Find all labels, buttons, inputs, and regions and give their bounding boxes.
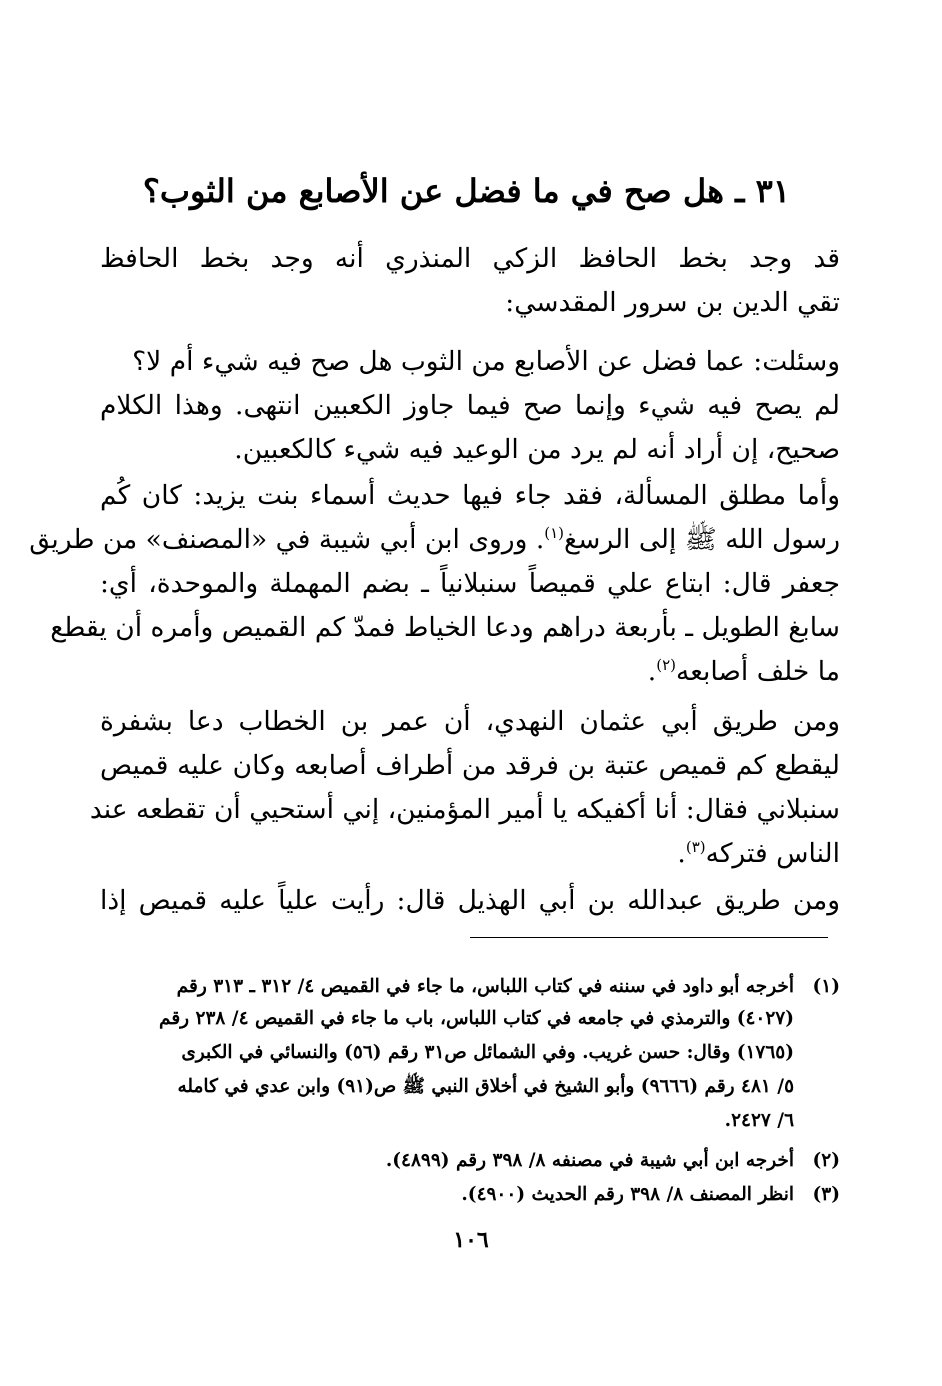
page-number: ١٠٦	[453, 1227, 489, 1253]
body-line: لم يصح فيه شيء وإنما صح فيما جاوز الكعبين انتهى. وهذا الكلام	[100, 390, 840, 421]
body-line: ومن طريق عبدالله بن أبي الهذيل قال: رأيت علياً عليه قميص إذا	[100, 885, 840, 916]
body-line: جعفر قال: ابتاع علي قميصاً سنبلانياً ـ بضم المهملة والموحدة، أي:	[100, 568, 840, 599]
footnote-line: ٦/ ٢٤٢٧.	[724, 1110, 794, 1131]
body-text: رسول الله ﷺ إلى الرسغ	[564, 524, 840, 555]
section-title: ٣١ ـ هل صح في ما فضل عن الأصابع من الثوب؟	[142, 172, 790, 210]
body-line: قد وجد بخط الحافظ الزكي المنذري أنه وجد بخط الحافظ	[100, 243, 840, 274]
footnote-line: ٥/ ٤٨١ رقم (٩٦٦٦) وأبو الشيخ في أخلاق النبي ﷺ ص(٩١) وابن عدي في كامله	[177, 1076, 794, 1097]
footnote-ref[interactable]: (٣)	[685, 838, 706, 857]
body-text: .	[677, 838, 686, 869]
footnote-line: (٤٠٢٧) والترمذي في جامعه في كتاب اللباس، باب ما جاء في القميص ٤/ ٢٣٨ رقم	[159, 1008, 794, 1029]
footnote-text: أخرجه أبو داود في سننه في كتاب اللباس، ما جاء في القميص ٤/ ٣١٢ ـ ٣١٣ رقم	[176, 976, 794, 997]
footnote-number: (٢)	[812, 1150, 840, 1171]
footnote-3	[100, 1180, 840, 1210]
body-line: صحيح، إن أراد أنه لم يرد من الوعيد فيه شيء كالكعبين.	[234, 434, 840, 465]
body-text: . وروى ابن أبي شيبة في «المصنف» من طريق	[29, 524, 545, 555]
footnote-separator	[470, 937, 828, 938]
body-line	[100, 832, 840, 876]
footnote-number: (١)	[812, 976, 840, 997]
body-text: الناس فتركه	[705, 838, 840, 869]
body-line: وأما مطلق المسألة، فقد جاء فيها حديث أسماء بنت يزيد: كان كُم	[100, 480, 840, 511]
footnote-text: انظر المصنف ٨/ ٣٩٨ رقم الحديث (٤٩٠٠).	[461, 1184, 794, 1205]
footnote-text: أخرجه ابن أبي شيبة في مصنفه ٨/ ٣٩٨ رقم (٤٨٩٩).	[385, 1150, 794, 1171]
body-line: سنبلاني فقال: أنا أكفيكه يا أمير المؤمنين، إني أستحيي أن تقطعه عند	[89, 794, 840, 825]
footnote-ref[interactable]: (١)	[544, 524, 565, 543]
footnote-2	[100, 1146, 840, 1176]
body-line: ليقطع كم قميص عتبة بن فرقد من أطراف أصابعه وكان عليه قميص	[100, 750, 840, 781]
footnote-ref[interactable]: (٢)	[656, 656, 676, 675]
body-line: ومن طريق أبي عثمان النهدي، أن عمر بن الخطاب دعا بشفرة	[100, 706, 840, 737]
footnote-1	[100, 972, 840, 1002]
body-line: تقي الدين بن سرور المقدسي:	[505, 287, 840, 318]
footnote-number: (٣)	[812, 1184, 840, 1205]
body-line	[100, 650, 840, 694]
body-text: ما خلف أصابعه	[675, 656, 840, 687]
body-line: وسئلت: عما فضل عن الأصابع من الثوب هل صح فيه شيء أم لا؟	[132, 346, 840, 377]
footnote-line: (١٧٦٥) وقال: حسن غريب. وفي الشمائل ص٣١ رقم (٥٦) والنسائي في الكبرى	[181, 1042, 794, 1063]
body-line: سابغ الطويل ـ بأربعة دراهم ودعا الخياط فمدّ كم القميص وأمره أن يقطع	[50, 612, 840, 643]
body-text: .	[647, 656, 657, 687]
body-line	[29, 518, 840, 562]
